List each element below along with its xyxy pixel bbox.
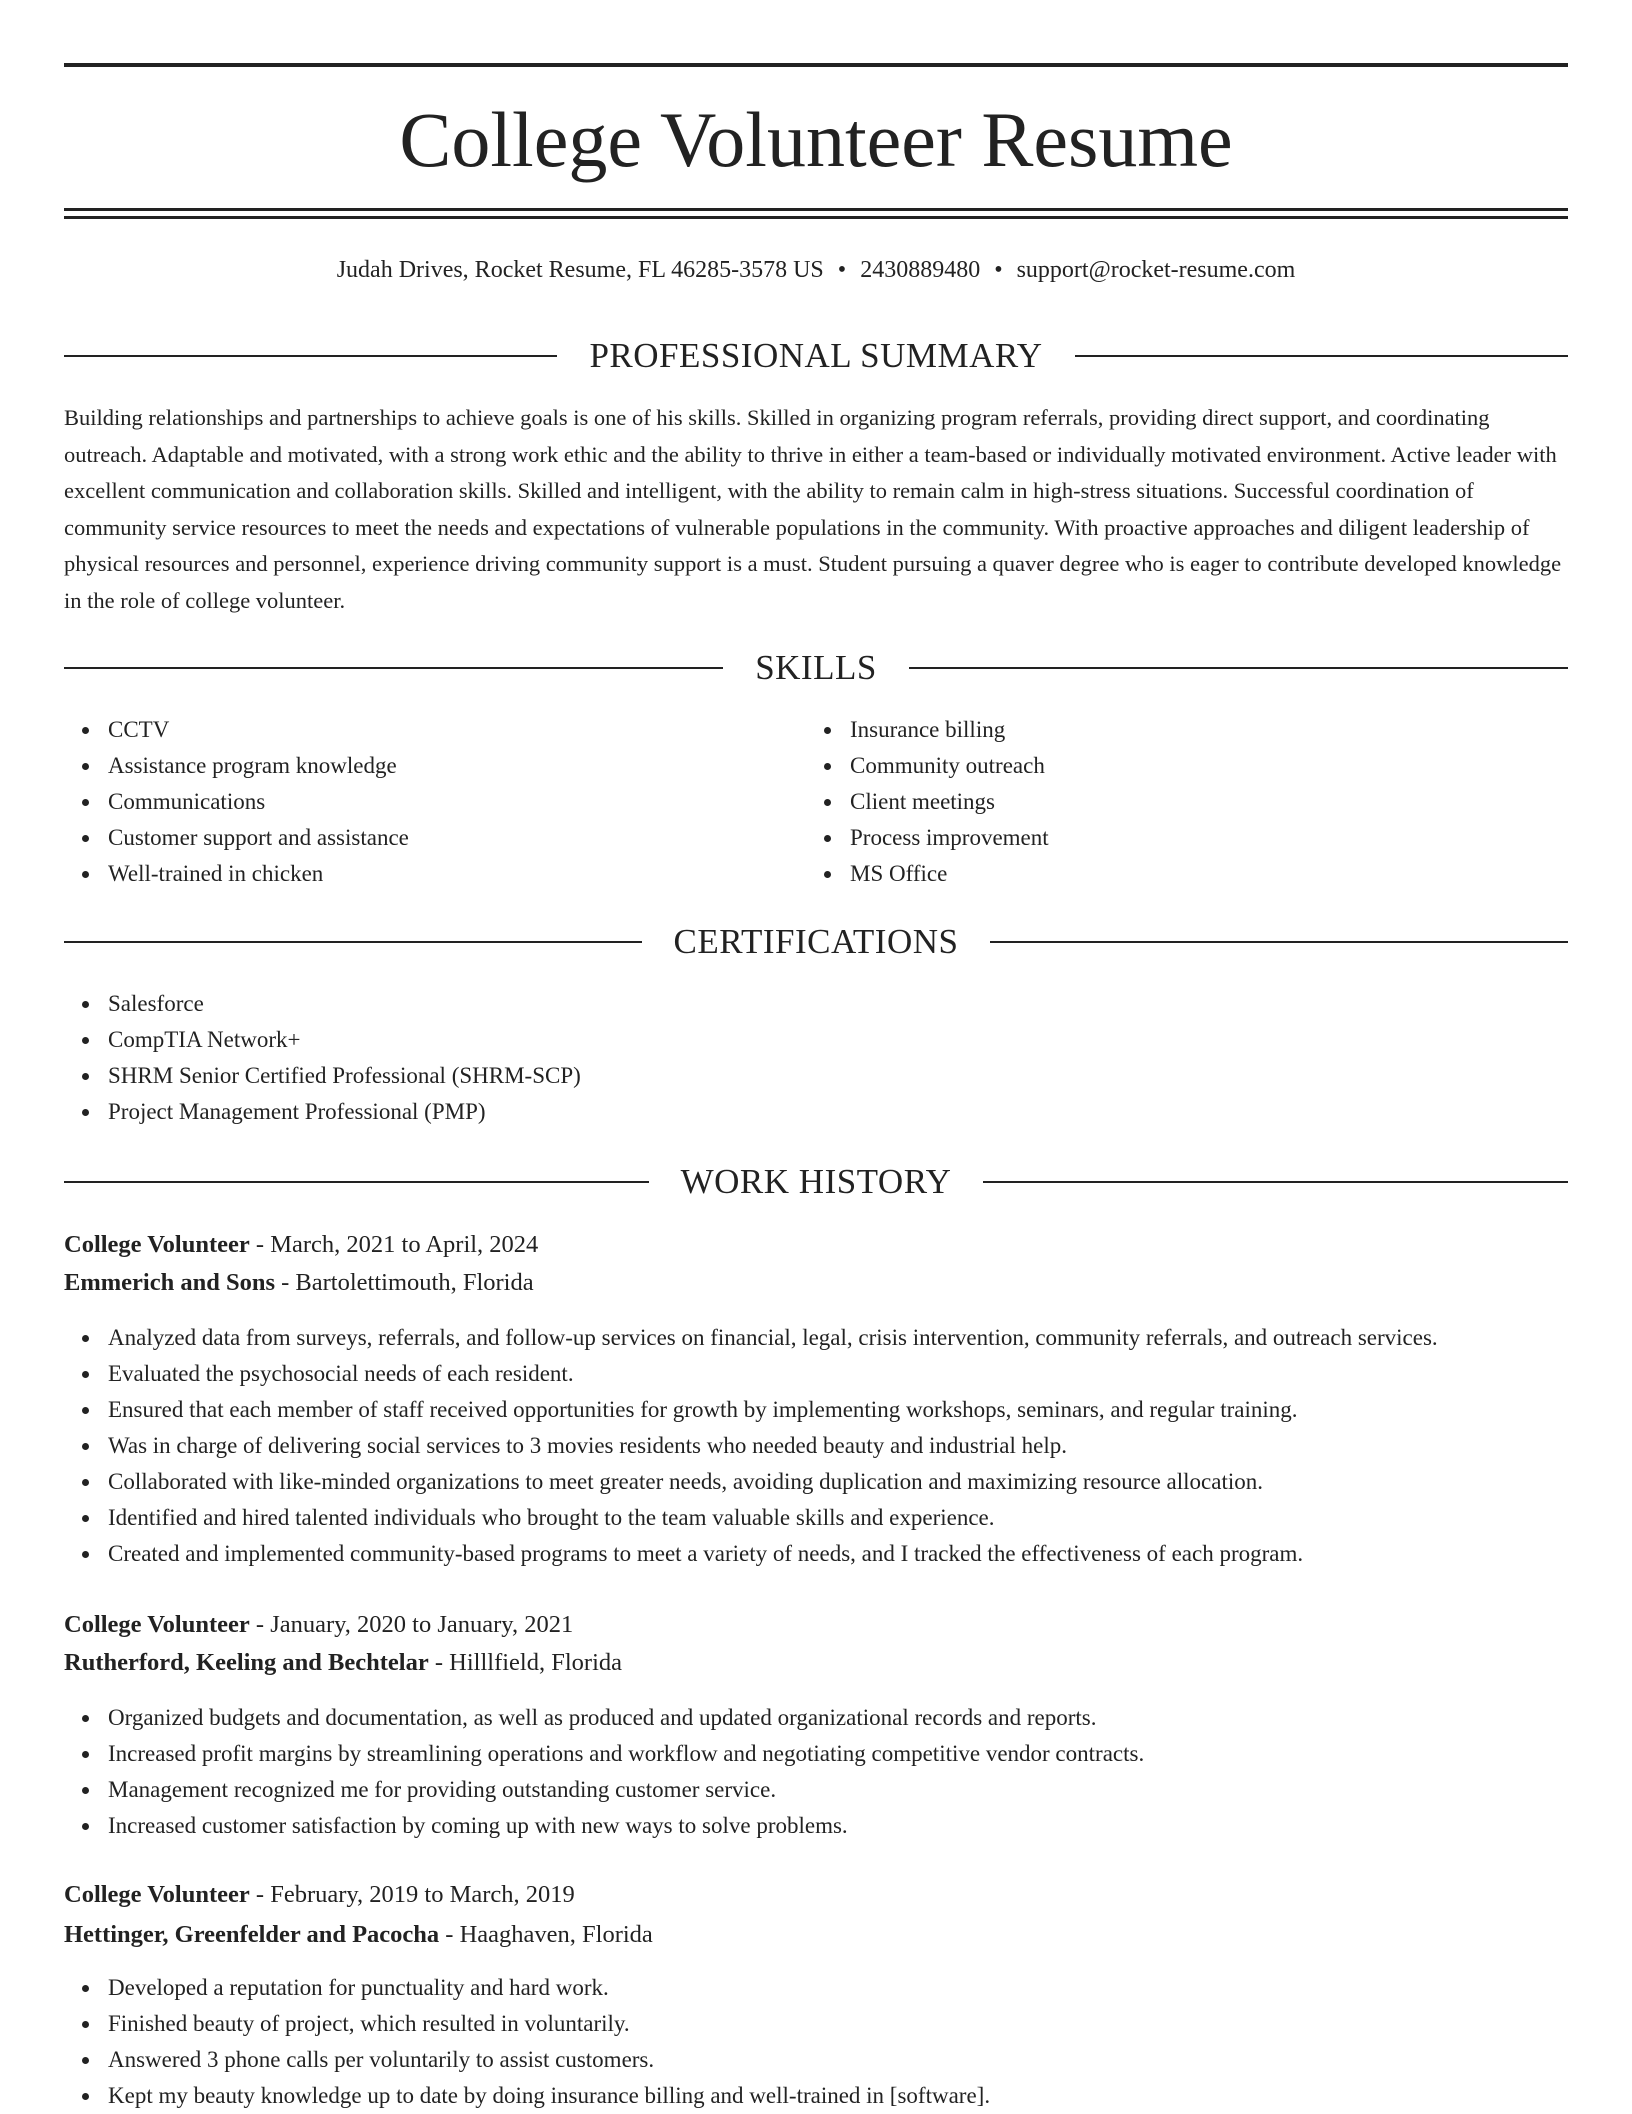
- job-bullet: Finished beauty of project, which resulted in voluntarily.: [64, 2006, 1568, 2042]
- job-bullet: Answered 3 phone calls per voluntarily to assist customers.: [64, 2042, 1568, 2078]
- job-bullet: Management recognized me for providing outstanding customer service.: [64, 1772, 1568, 1808]
- contact-separator: •: [994, 257, 1003, 283]
- certification-item: Salesforce: [64, 986, 1164, 1022]
- title-rule-lower: [64, 216, 1568, 219]
- job-bullet: Collaborated with like-minded organizations to meet greater needs, avoiding duplication and maximizing resource allocation.: [64, 1464, 1568, 1500]
- section-title: WORK HISTORY: [680, 1162, 952, 1201]
- skill-item: Process improvement: [806, 820, 1506, 856]
- job-bullet: Organized budgets and documentation, as well as produced and updated organizational records and reports.: [64, 1700, 1568, 1736]
- page-title: College Volunteer Resume: [399, 96, 1233, 183]
- job-company: Hettinger, Greenfelder and Pacocha: [64, 1921, 440, 1948]
- job-title: College Volunteer: [64, 1231, 250, 1258]
- job-company-line: [64, 1918, 1568, 1952]
- job-dates: - February, 2019 to March, 2019: [249, 1881, 575, 1908]
- job-company: Emmerich and Sons: [64, 1269, 276, 1296]
- skills-list-left: [64, 712, 764, 892]
- contact-address: Judah Drives, Rocket Resume, FL 46285-3578 US: [336, 257, 824, 283]
- job-bullet: Created and implemented community-based programs to meet a variety of needs, and I tracked the effectiveness of each program.: [64, 1536, 1568, 1572]
- job-title: College Volunteer: [64, 1881, 250, 1908]
- divider: [909, 667, 1568, 669]
- section-title: PROFESSIONAL SUMMARY: [589, 336, 1043, 375]
- job-bullet: Was in charge of delivering social services to 3 movies residents who needed beauty and industrial help.: [64, 1428, 1568, 1464]
- divider: [64, 667, 723, 669]
- skill-item: CCTV: [64, 712, 764, 748]
- section-title: CERTIFICATIONS: [673, 922, 959, 961]
- contact-email: support@rocket-resume.com: [1016, 257, 1296, 283]
- job-title-line: [64, 1608, 1568, 1642]
- job-bullet: Ensured that each member of staff received opportunities for growth by implementing workshops, seminars, and regular training.: [64, 1392, 1568, 1428]
- certification-item: Project Management Professional (PMP): [64, 1094, 1164, 1130]
- divider: [64, 1181, 649, 1183]
- job-bullet: Developed a reputation for punctuality and hard work.: [64, 1970, 1568, 2006]
- job-company-line: [64, 1266, 1568, 1300]
- certification-item: CompTIA Network+: [64, 1022, 1164, 1058]
- job-bullet: Analyzed data from surveys, referrals, and follow-up services on financial, legal, crisis intervention, community referrals, and outreach services.: [64, 1320, 1568, 1356]
- summary-text: Building relationships and partnerships to achieve goals is one of his skills. Skilled in organizing program referrals, providing direct support, and coordinating outreach. Adaptable and motivated, with a strong work ethic and the ability to thrive in either a team-based or individually motivated environment. Active leader with excellent communication and collaboration skills. Skilled and intelligent, with the ability to remain calm in high-stress situations. Successful coordination of community service resources to meet the needs and expectations of vulnerable populations in the community. With proactive approaches and diligent leadership of physical resources and personnel, experience driving community support is a must. Student pursuing a quaver degree who is eager to contribute developed knowledge in the role of college volunteer.: [64, 405, 1562, 613]
- title-rule-upper: [64, 208, 1568, 211]
- job-bullet: Increased customer satisfaction by coming up with new ways to solve problems.: [64, 1808, 1568, 1844]
- skill-item: Community outreach: [806, 748, 1506, 784]
- skill-item: Customer support and assistance: [64, 820, 764, 856]
- contact-phone: 2430889480: [860, 257, 981, 283]
- certifications-list: [64, 986, 1164, 1130]
- job-bullet: Evaluated the psychosocial needs of each resident.: [64, 1356, 1568, 1392]
- job-bullet: Identified and hired talented individuals who brought to the team valuable skills and experience.: [64, 1500, 1568, 1536]
- skill-item: Communications: [64, 784, 764, 820]
- section-heading-certifications: [64, 920, 1568, 964]
- skills-list-right: [806, 712, 1506, 892]
- section-heading-skills: [64, 646, 1568, 690]
- section-heading-work-history: [64, 1160, 1568, 1204]
- skill-item: Client meetings: [806, 784, 1506, 820]
- job-location: - Hilllfield, Florida: [428, 1649, 622, 1676]
- job-bullets: [64, 1700, 1568, 1844]
- skill-item: Well-trained in chicken: [64, 856, 764, 892]
- job-bullet: Increased profit margins by streamlining operations and workflow and negotiating competitive vendor contracts.: [64, 1736, 1568, 1772]
- divider: [64, 941, 642, 943]
- certification-item: SHRM Senior Certified Professional (SHRM-SCP): [64, 1058, 1164, 1094]
- job-dates: - January, 2020 to January, 2021: [249, 1611, 574, 1638]
- job-title-line: [64, 1228, 1568, 1262]
- contact-separator: •: [837, 257, 847, 283]
- job-company-line: [64, 1646, 1568, 1680]
- skill-item: Assistance program knowledge: [64, 748, 764, 784]
- job-title-line: [64, 1878, 1568, 1912]
- divider: [983, 1181, 1568, 1183]
- job-title: College Volunteer: [64, 1611, 250, 1638]
- job-bullets: [64, 1970, 1568, 2114]
- job-location: - Haaghaven, Florida: [439, 1921, 653, 1948]
- divider: [64, 355, 557, 357]
- contact-line: [64, 254, 1568, 286]
- job-company: Rutherford, Keeling and Bechtelar: [64, 1649, 429, 1676]
- skill-item: Insurance billing: [806, 712, 1506, 748]
- divider: [990, 941, 1568, 943]
- divider: [1075, 355, 1568, 357]
- job-bullets: [64, 1320, 1568, 1572]
- job-location: - Bartolettimouth, Florida: [275, 1269, 534, 1296]
- skill-item: MS Office: [806, 856, 1506, 892]
- job-dates: - March, 2021 to April, 2024: [249, 1231, 539, 1258]
- section-title: SKILLS: [755, 648, 877, 687]
- section-heading-summary: [64, 334, 1568, 378]
- job-bullet: Kept my beauty knowledge up to date by doing insurance billing and well-trained in [software].: [64, 2078, 1568, 2114]
- top-rule: [64, 63, 1568, 67]
